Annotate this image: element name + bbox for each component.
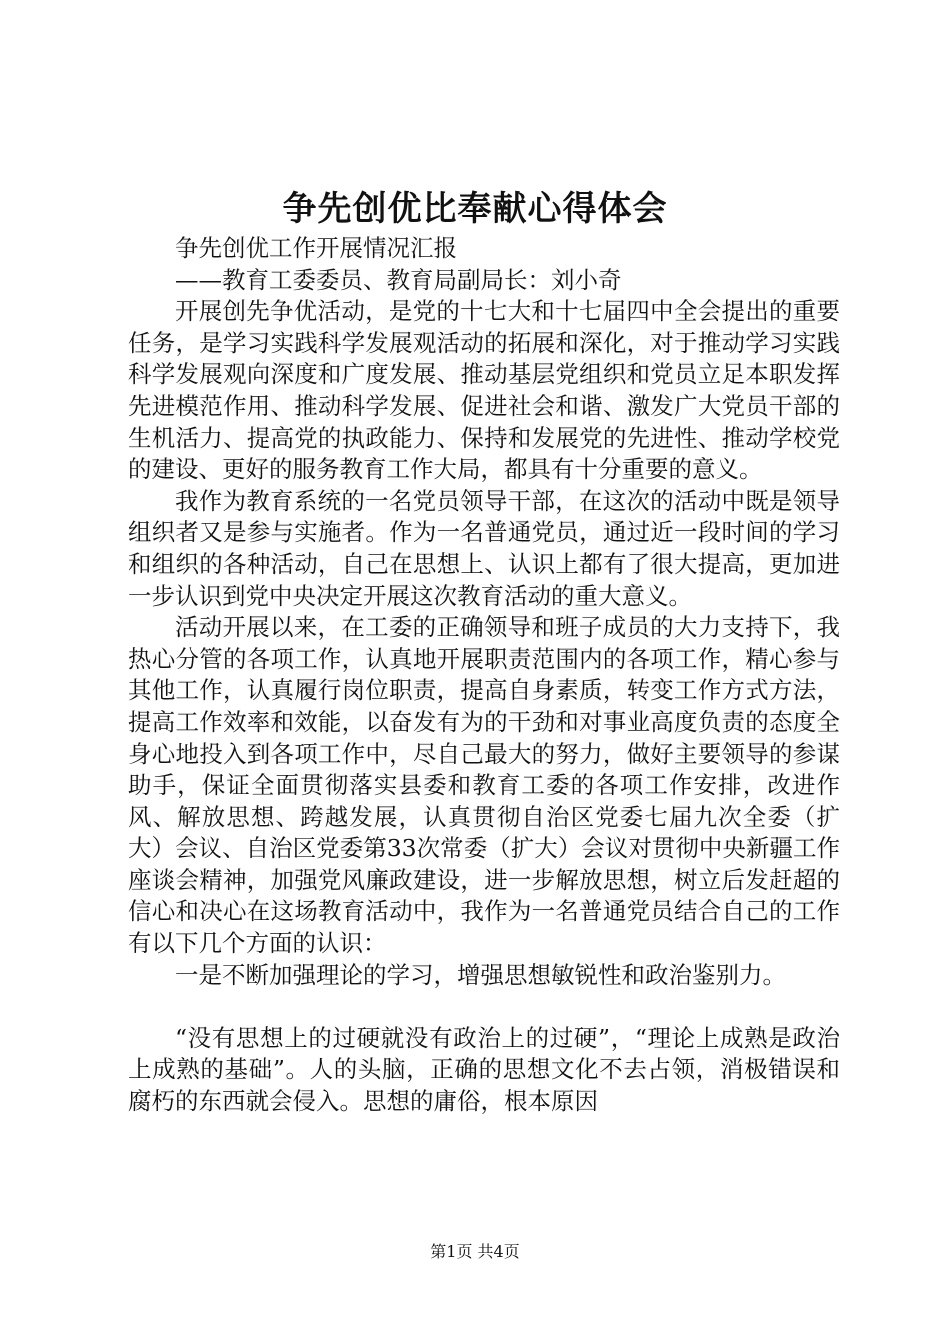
paragraph-introduction: 开展创先争优活动，是党的十七大和十七届四中全会提出的重要任务，是学习实践科学发展观活动的拓展和深化，对于推动学习实践科学发展观向深度和广度发展、推动基层党组织和党员立足本职发挥先进模范作用、推动科学发展、促进社会和谐、激发广大党员干部的生机活力、提高党的执政能力、保持和发展党的先进性、推动学校党的建设、更好的服务教育工作大局，都具有十分重要的意义。	[128, 297, 840, 484]
paragraph-personal-role: 我作为教育系统的一名党员领导干部，在这次的活动中既是领导组织者又是参与实施者。作为一名普通党员，通过近一段时间的学习和组织的各种活动，自己在思想上、认识上都有了很大提高，更加进一步认识到党中央决定开展这次教育活动的重大意义。	[128, 486, 840, 610]
paragraph-activity-work: 活动开展以来，在工委的正确领导和班子成员的大力支持下，我热心分管的各项工作，认真地开展职责范围内的各项工作，精心参与其他工作，认真履行岗位职责，提高自身素质，转变工作方式方法，提高工作效率和效能，以奋发有为的干劲和对事业高度负责的态度全身心地投入到各项工作中，尽自己最大的努力，做好主要领导的参谋助手，保证全面贯彻落实县委和教育工委的各项工作安排，改进作风、解放思想、跨越发展，认真贯彻自治区党委七届九次全委（扩大）会议、自治区党委第33次常委（扩大）会议对贯彻中央新疆工作座谈会精神，加强党风廉政建设，进一步解放思想，树立后发赶超的信心和决心在这场教育活动中，我作为一名普通党员结合自己的工作有以下几个方面的认识：	[128, 613, 840, 958]
paragraph-author-line: ——教育工委委员、教育局副局长：刘小奇	[175, 265, 622, 294]
page-footer: 第1页 共4页	[430, 1242, 520, 1261]
document-body	[128, 233, 840, 1118]
paragraph-theory-quote: “没有思想上的过硬就没有政治上的过硬”，“理论上成熟是政治上成熟的基础”。人的头脑，正确的思想文化不去占领，消极错误和腐朽的东西就会侵入。思想的庸俗，根本原因	[128, 1023, 840, 1116]
document-title: 争先创优比奉献心得体会	[282, 189, 668, 229]
paragraph-point-one: 一是不断加强理论的学习，增强思想敏锐性和政治鉴别力。	[175, 960, 786, 989]
paragraph-report-heading: 争先创优工作开展情况汇报	[175, 234, 457, 262]
